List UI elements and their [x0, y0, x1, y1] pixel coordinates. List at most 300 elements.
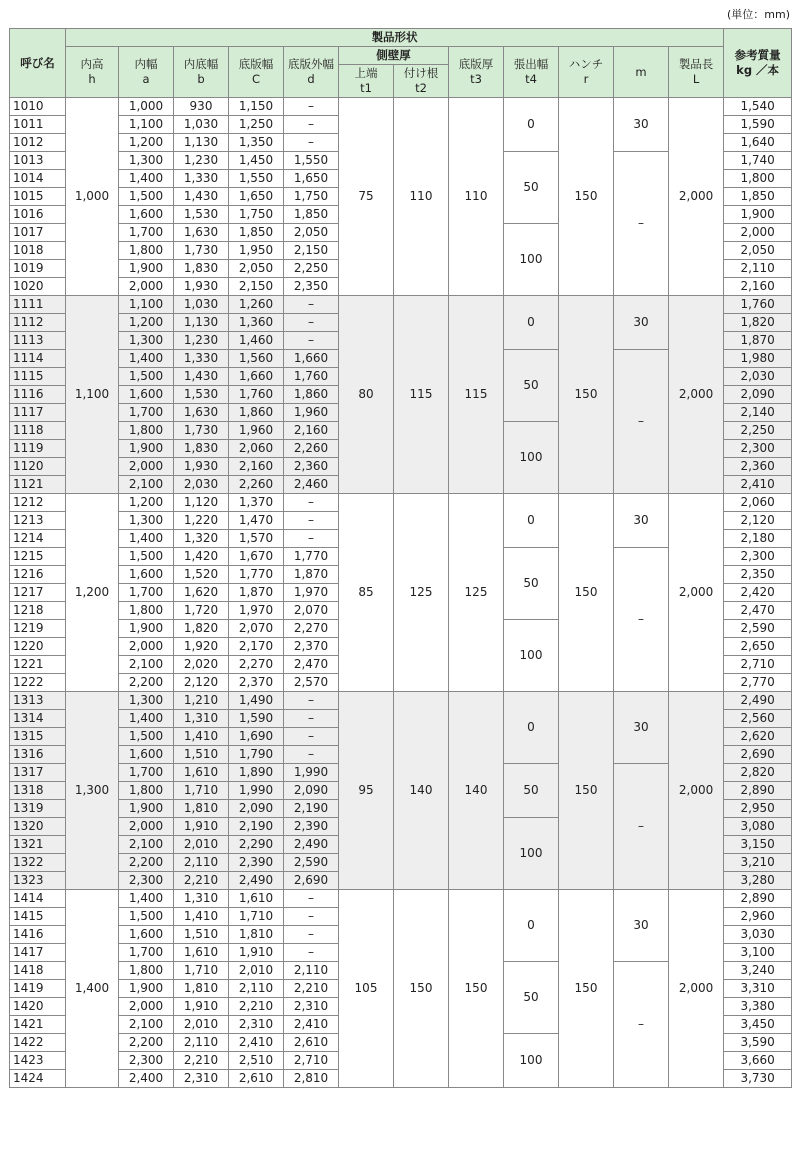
cell-c: 2,370: [229, 674, 284, 692]
cell-a: 1,500: [119, 188, 174, 206]
spec-table-body: [10, 98, 792, 1088]
cell-b: 1,120: [174, 494, 229, 512]
cell-name: 1317: [10, 764, 66, 782]
cell-a: 1,300: [119, 152, 174, 170]
cell-b: 1,230: [174, 152, 229, 170]
cell-c: 1,590: [229, 710, 284, 728]
cell-weight: 1,800: [724, 170, 792, 188]
cell-weight: 2,890: [724, 782, 792, 800]
cell-b: 1,130: [174, 314, 229, 332]
cell-b: 1,620: [174, 584, 229, 602]
cell-t2: 115: [394, 296, 449, 494]
cell-c: 1,490: [229, 692, 284, 710]
cell-d: 2,350: [284, 278, 339, 296]
cell-d: 2,160: [284, 422, 339, 440]
header-h: 内高 h: [66, 47, 119, 98]
cell-c: 1,360: [229, 314, 284, 332]
cell-b: 1,820: [174, 620, 229, 638]
cell-h: 1,400: [66, 890, 119, 1088]
cell-weight: 2,420: [724, 584, 792, 602]
cell-name: 1019: [10, 260, 66, 278]
cell-a: 1,700: [119, 224, 174, 242]
cell-c: 1,450: [229, 152, 284, 170]
cell-L: 2,000: [669, 98, 724, 296]
cell-weight: 2,030: [724, 368, 792, 386]
cell-t4: 100: [504, 1034, 559, 1088]
cell-name: 1422: [10, 1034, 66, 1052]
cell-d: 2,370: [284, 638, 339, 656]
cell-b: 1,730: [174, 242, 229, 260]
cell-d: –: [284, 512, 339, 530]
header-t4: 張出幅 t4: [504, 47, 559, 98]
cell-name: 1218: [10, 602, 66, 620]
cell-b: 1,630: [174, 224, 229, 242]
cell-a: 1,400: [119, 890, 174, 908]
cell-a: 2,300: [119, 872, 174, 890]
cell-b: 2,210: [174, 872, 229, 890]
cell-weight: 1,900: [724, 206, 792, 224]
cell-weight: 2,490: [724, 692, 792, 710]
cell-a: 1,800: [119, 602, 174, 620]
cell-h: 1,200: [66, 494, 119, 692]
cell-a: 1,900: [119, 980, 174, 998]
cell-weight: 2,650: [724, 638, 792, 656]
cell-weight: 2,410: [724, 476, 792, 494]
cell-weight: 1,870: [724, 332, 792, 350]
cell-b: 1,330: [174, 350, 229, 368]
cell-d: 2,410: [284, 1016, 339, 1034]
cell-b: 1,030: [174, 116, 229, 134]
cell-a: 1,800: [119, 782, 174, 800]
cell-t4: 0: [504, 98, 559, 152]
cell-b: 1,710: [174, 962, 229, 980]
cell-b: 1,730: [174, 422, 229, 440]
cell-d: 2,150: [284, 242, 339, 260]
cell-c: 2,190: [229, 818, 284, 836]
cell-d: –: [284, 116, 339, 134]
cell-b: 2,310: [174, 1070, 229, 1088]
cell-m: –: [614, 764, 669, 890]
cell-weight: 1,540: [724, 98, 792, 116]
cell-a: 1,400: [119, 710, 174, 728]
cell-d: 1,650: [284, 170, 339, 188]
cell-r: 150: [559, 692, 614, 890]
cell-name: 1011: [10, 116, 66, 134]
cell-b: 1,920: [174, 638, 229, 656]
cell-name: 1120: [10, 458, 66, 476]
cell-name: 1015: [10, 188, 66, 206]
cell-m: 30: [614, 98, 669, 152]
cell-b: 1,830: [174, 260, 229, 278]
cell-c: 1,710: [229, 908, 284, 926]
cell-d: 2,690: [284, 872, 339, 890]
cell-name: 1119: [10, 440, 66, 458]
cell-d: 1,990: [284, 764, 339, 782]
cell-name: 1316: [10, 746, 66, 764]
header-shape: 製品形状: [66, 29, 724, 47]
cell-weight: 2,350: [724, 566, 792, 584]
cell-d: –: [284, 746, 339, 764]
cell-weight: 2,710: [724, 656, 792, 674]
cell-c: 1,960: [229, 422, 284, 440]
header-a: 内幅 a: [119, 47, 174, 98]
cell-d: 2,810: [284, 1070, 339, 1088]
cell-name: 1117: [10, 404, 66, 422]
cell-c: 1,560: [229, 350, 284, 368]
cell-weight: 2,770: [724, 674, 792, 692]
cell-c: 2,110: [229, 980, 284, 998]
cell-a: 1,400: [119, 350, 174, 368]
cell-t3: 125: [449, 494, 504, 692]
cell-m: 30: [614, 494, 669, 548]
cell-h: 1,000: [66, 98, 119, 296]
cell-a: 2,200: [119, 854, 174, 872]
cell-d: –: [284, 314, 339, 332]
cell-b: 1,630: [174, 404, 229, 422]
cell-t4: 0: [504, 296, 559, 350]
cell-t4: 50: [504, 764, 559, 818]
cell-t4: 0: [504, 890, 559, 962]
cell-weight: 2,050: [724, 242, 792, 260]
cell-t4: 50: [504, 962, 559, 1034]
cell-c: 1,610: [229, 890, 284, 908]
cell-b: 1,530: [174, 206, 229, 224]
cell-c: 1,660: [229, 368, 284, 386]
cell-c: 2,070: [229, 620, 284, 638]
spec-table: [9, 28, 792, 1088]
cell-c: 2,090: [229, 800, 284, 818]
cell-d: 2,210: [284, 980, 339, 998]
cell-d: 1,550: [284, 152, 339, 170]
cell-a: 1,600: [119, 206, 174, 224]
cell-name: 1016: [10, 206, 66, 224]
cell-name: 1214: [10, 530, 66, 548]
cell-b: 2,120: [174, 674, 229, 692]
cell-a: 2,400: [119, 1070, 174, 1088]
cell-weight: 3,380: [724, 998, 792, 1016]
cell-a: 2,200: [119, 674, 174, 692]
cell-r: 150: [559, 890, 614, 1088]
cell-t4: 50: [504, 548, 559, 620]
cell-a: 2,200: [119, 1034, 174, 1052]
cell-a: 1,100: [119, 296, 174, 314]
cell-b: 2,110: [174, 854, 229, 872]
cell-b: 1,930: [174, 278, 229, 296]
cell-name: 1321: [10, 836, 66, 854]
cell-weight: 2,300: [724, 440, 792, 458]
cell-a: 2,000: [119, 998, 174, 1016]
cell-t4: 0: [504, 494, 559, 548]
cell-t1: 80: [339, 296, 394, 494]
cell-a: 1,000: [119, 98, 174, 116]
cell-weight: 3,280: [724, 872, 792, 890]
cell-b: 1,520: [174, 566, 229, 584]
unit-label: (単位：mm): [726, 8, 790, 21]
cell-b: 1,310: [174, 710, 229, 728]
cell-a: 1,200: [119, 494, 174, 512]
cell-name: 1114: [10, 350, 66, 368]
cell-name: 1118: [10, 422, 66, 440]
cell-t4: 100: [504, 620, 559, 692]
cell-weight: 2,360: [724, 458, 792, 476]
cell-t4: 100: [504, 818, 559, 890]
cell-a: 2,100: [119, 836, 174, 854]
cell-a: 2,000: [119, 278, 174, 296]
cell-name: 1420: [10, 998, 66, 1016]
cell-b: 1,710: [174, 782, 229, 800]
cell-weight: 2,620: [724, 728, 792, 746]
cell-name: 1424: [10, 1070, 66, 1088]
cell-name: 1112: [10, 314, 66, 332]
cell-a: 2,000: [119, 818, 174, 836]
cell-name: 1414: [10, 890, 66, 908]
cell-a: 1,600: [119, 746, 174, 764]
cell-t1: 75: [339, 98, 394, 296]
cell-c: 2,260: [229, 476, 284, 494]
cell-weight: 2,820: [724, 764, 792, 782]
cell-a: 2,100: [119, 656, 174, 674]
cell-b: 1,510: [174, 746, 229, 764]
cell-d: 2,260: [284, 440, 339, 458]
cell-a: 1,500: [119, 728, 174, 746]
cell-c: 1,870: [229, 584, 284, 602]
cell-c: 1,910: [229, 944, 284, 962]
cell-b: 1,610: [174, 944, 229, 962]
cell-t4: 0: [504, 692, 559, 764]
cell-d: 1,760: [284, 368, 339, 386]
cell-a: 2,300: [119, 1052, 174, 1070]
cell-a: 1,200: [119, 134, 174, 152]
cell-d: –: [284, 494, 339, 512]
cell-c: 2,170: [229, 638, 284, 656]
header-t3: 底版厚 t3: [449, 47, 504, 98]
cell-b: 1,130: [174, 134, 229, 152]
table-row: [10, 494, 792, 512]
cell-t2: 110: [394, 98, 449, 296]
cell-b: 1,720: [174, 602, 229, 620]
cell-a: 1,700: [119, 764, 174, 782]
cell-c: 1,990: [229, 782, 284, 800]
header-weight: 参考質量 kg ／本: [724, 29, 792, 98]
cell-a: 1,100: [119, 116, 174, 134]
cell-weight: 3,080: [724, 818, 792, 836]
header-t1: 上端 t1: [339, 65, 394, 98]
cell-r: 150: [559, 494, 614, 692]
cell-a: 1,300: [119, 332, 174, 350]
cell-b: 1,510: [174, 926, 229, 944]
cell-weight: 2,000: [724, 224, 792, 242]
cell-name: 1419: [10, 980, 66, 998]
cell-b: 1,910: [174, 818, 229, 836]
cell-name: 1115: [10, 368, 66, 386]
cell-name: 1417: [10, 944, 66, 962]
cell-a: 1,700: [119, 584, 174, 602]
cell-c: 2,160: [229, 458, 284, 476]
cell-c: 1,460: [229, 332, 284, 350]
table-row: [10, 296, 792, 314]
cell-d: –: [284, 98, 339, 116]
cell-a: 2,000: [119, 638, 174, 656]
cell-weight: 1,820: [724, 314, 792, 332]
cell-name: 1013: [10, 152, 66, 170]
header-m: m: [614, 47, 669, 98]
cell-name: 1113: [10, 332, 66, 350]
cell-b: 1,930: [174, 458, 229, 476]
cell-L: 2,000: [669, 296, 724, 494]
cell-weight: 2,560: [724, 710, 792, 728]
cell-d: 1,970: [284, 584, 339, 602]
header-t2: 付け根 t2: [394, 65, 449, 98]
cell-d: 1,960: [284, 404, 339, 422]
cell-weight: 2,890: [724, 890, 792, 908]
cell-b: 2,020: [174, 656, 229, 674]
cell-weight: 2,960: [724, 908, 792, 926]
cell-name: 1418: [10, 962, 66, 980]
cell-d: –: [284, 728, 339, 746]
cell-a: 1,200: [119, 314, 174, 332]
header-side-wall: 側壁厚: [339, 47, 449, 65]
cell-t3: 110: [449, 98, 504, 296]
cell-t3: 140: [449, 692, 504, 890]
cell-a: 2,100: [119, 1016, 174, 1034]
cell-name: 1212: [10, 494, 66, 512]
cell-name: 1222: [10, 674, 66, 692]
cell-b: 930: [174, 98, 229, 116]
cell-b: 2,210: [174, 1052, 229, 1070]
cell-b: 1,420: [174, 548, 229, 566]
cell-r: 150: [559, 296, 614, 494]
cell-b: 2,010: [174, 1016, 229, 1034]
cell-d: 1,660: [284, 350, 339, 368]
cell-weight: 2,160: [724, 278, 792, 296]
cell-a: 1,500: [119, 908, 174, 926]
cell-weight: 3,150: [724, 836, 792, 854]
cell-weight: 3,660: [724, 1052, 792, 1070]
table-row: [10, 692, 792, 710]
cell-c: 1,150: [229, 98, 284, 116]
cell-c: 1,810: [229, 926, 284, 944]
cell-name: 1012: [10, 134, 66, 152]
cell-c: 2,490: [229, 872, 284, 890]
cell-d: 1,870: [284, 566, 339, 584]
cell-c: 1,650: [229, 188, 284, 206]
table-row: [10, 890, 792, 908]
cell-h: 1,300: [66, 692, 119, 890]
cell-b: 1,210: [174, 692, 229, 710]
cell-c: 1,750: [229, 206, 284, 224]
cell-d: 2,190: [284, 800, 339, 818]
cell-d: 2,570: [284, 674, 339, 692]
cell-c: 1,350: [229, 134, 284, 152]
cell-name: 1323: [10, 872, 66, 890]
cell-t1: 85: [339, 494, 394, 692]
cell-t2: 125: [394, 494, 449, 692]
cell-d: 2,310: [284, 998, 339, 1016]
cell-c: 1,260: [229, 296, 284, 314]
cell-c: 1,250: [229, 116, 284, 134]
cell-b: 1,610: [174, 764, 229, 782]
cell-a: 1,900: [119, 620, 174, 638]
cell-a: 1,900: [119, 260, 174, 278]
cell-b: 1,530: [174, 386, 229, 404]
cell-c: 1,850: [229, 224, 284, 242]
cell-t1: 105: [339, 890, 394, 1088]
cell-name: 1220: [10, 638, 66, 656]
cell-weight: 3,100: [724, 944, 792, 962]
cell-weight: 3,450: [724, 1016, 792, 1034]
cell-m: 30: [614, 890, 669, 962]
cell-weight: 3,240: [724, 962, 792, 980]
cell-c: 1,470: [229, 512, 284, 530]
cell-c: 1,770: [229, 566, 284, 584]
cell-c: 1,950: [229, 242, 284, 260]
cell-weight: 1,590: [724, 116, 792, 134]
cell-name: 1213: [10, 512, 66, 530]
cell-b: 1,810: [174, 800, 229, 818]
cell-name: 1322: [10, 854, 66, 872]
cell-d: –: [284, 332, 339, 350]
cell-name: 1320: [10, 818, 66, 836]
cell-b: 1,910: [174, 998, 229, 1016]
cell-d: 1,860: [284, 386, 339, 404]
cell-name: 1014: [10, 170, 66, 188]
cell-a: 1,800: [119, 422, 174, 440]
cell-d: 1,850: [284, 206, 339, 224]
cell-weight: 2,060: [724, 494, 792, 512]
cell-weight: 3,310: [724, 980, 792, 998]
cell-c: 2,150: [229, 278, 284, 296]
header-L: 製品長 L: [669, 47, 724, 98]
cell-c: 2,410: [229, 1034, 284, 1052]
cell-c: 2,010: [229, 962, 284, 980]
cell-r: 150: [559, 98, 614, 296]
cell-name: 1116: [10, 386, 66, 404]
cell-name: 1319: [10, 800, 66, 818]
cell-d: 2,710: [284, 1052, 339, 1070]
cell-L: 2,000: [669, 692, 724, 890]
cell-weight: 2,470: [724, 602, 792, 620]
cell-b: 1,810: [174, 980, 229, 998]
cell-a: 1,500: [119, 548, 174, 566]
cell-m: –: [614, 152, 669, 296]
cell-weight: 1,640: [724, 134, 792, 152]
cell-a: 1,500: [119, 368, 174, 386]
cell-b: 1,830: [174, 440, 229, 458]
cell-m: 30: [614, 692, 669, 764]
cell-d: 2,250: [284, 260, 339, 278]
cell-name: 1219: [10, 620, 66, 638]
cell-b: 2,010: [174, 836, 229, 854]
cell-c: 1,550: [229, 170, 284, 188]
cell-d: –: [284, 134, 339, 152]
cell-name: 1010: [10, 98, 66, 116]
cell-t4: 50: [504, 152, 559, 224]
header-r: ハンチ r: [559, 47, 614, 98]
spec-table-wrapper: [9, 28, 792, 1088]
cell-d: 2,460: [284, 476, 339, 494]
cell-weight: 1,850: [724, 188, 792, 206]
cell-a: 1,600: [119, 926, 174, 944]
cell-c: 2,290: [229, 836, 284, 854]
cell-b: 1,410: [174, 728, 229, 746]
cell-weight: 2,300: [724, 548, 792, 566]
cell-weight: 1,760: [724, 296, 792, 314]
cell-weight: 2,090: [724, 386, 792, 404]
cell-c: 1,860: [229, 404, 284, 422]
cell-d: –: [284, 710, 339, 728]
cell-a: 1,800: [119, 962, 174, 980]
cell-name: 1416: [10, 926, 66, 944]
